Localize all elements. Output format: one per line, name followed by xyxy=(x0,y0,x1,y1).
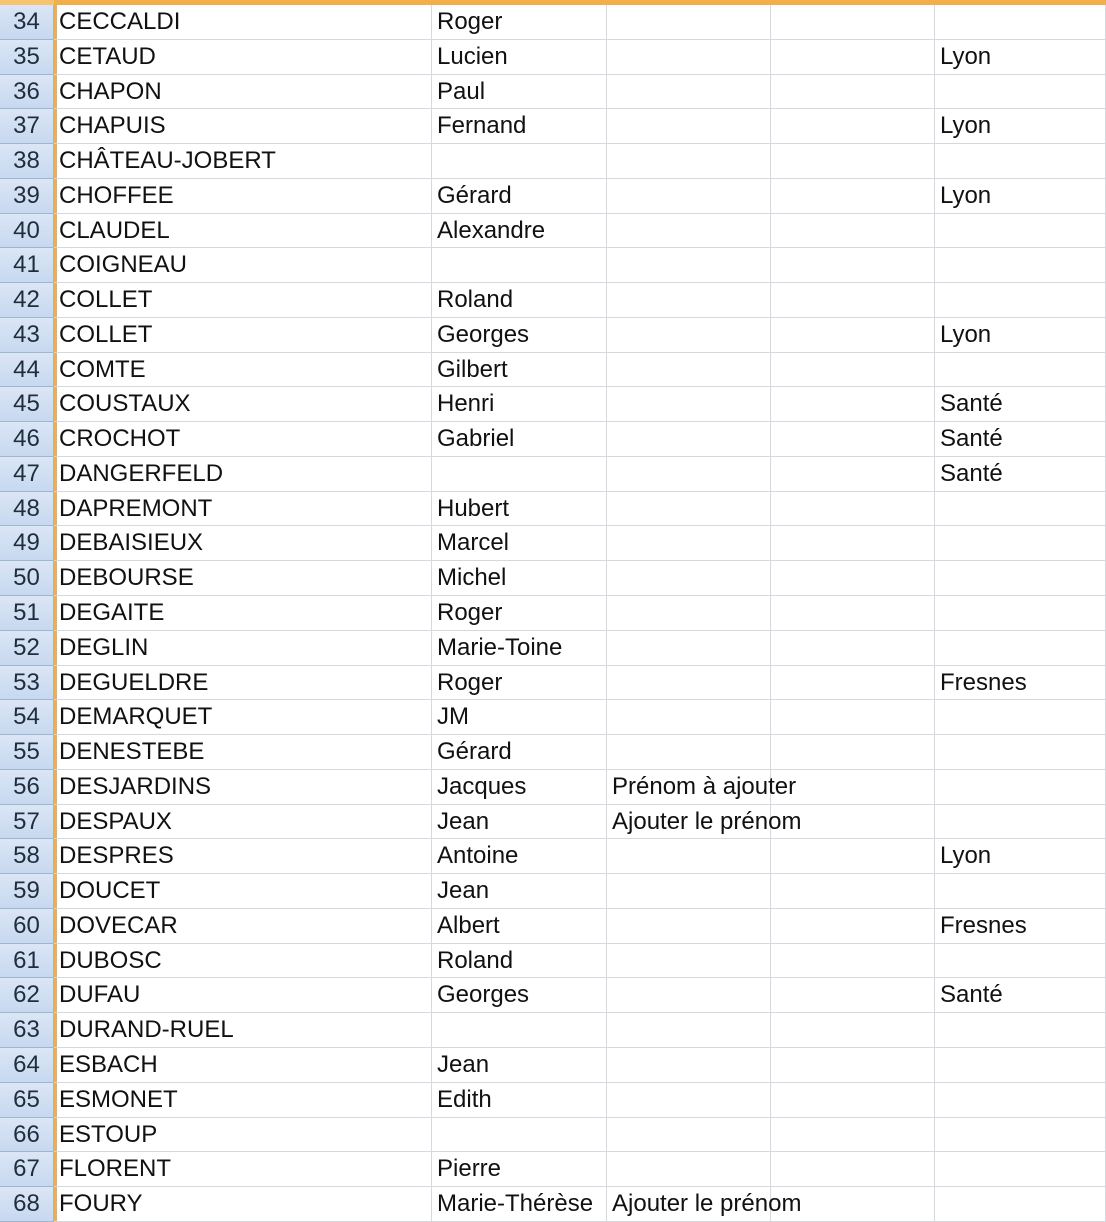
cell-empty[interactable] xyxy=(771,387,935,422)
cell-empty[interactable] xyxy=(771,1083,935,1118)
row-header[interactable]: 67 xyxy=(0,1152,54,1187)
cell-location[interactable] xyxy=(935,874,1106,909)
cell-location[interactable]: Lyon xyxy=(935,179,1106,214)
row-header[interactable]: 45 xyxy=(0,387,54,422)
cell-first-name[interactable]: Paul xyxy=(432,75,607,110)
cell-location[interactable] xyxy=(935,214,1106,249)
table-row xyxy=(0,805,1106,840)
cell-location[interactable] xyxy=(935,283,1106,318)
cell-surname[interactable]: DESJARDINS xyxy=(54,770,432,805)
cell-location[interactable]: Lyon xyxy=(935,40,1106,75)
table-row xyxy=(0,666,1106,701)
cell-note[interactable] xyxy=(607,631,771,666)
table-row xyxy=(0,40,1106,75)
cell-empty[interactable] xyxy=(771,422,935,457)
row-header[interactable]: 59 xyxy=(0,874,54,909)
cell-empty[interactable] xyxy=(771,909,935,944)
cell-first-name[interactable]: Pierre xyxy=(432,1152,607,1187)
table-row xyxy=(0,214,1106,249)
cell-note[interactable]: Ajouter le prénom xyxy=(607,1187,771,1222)
cell-first-name[interactable]: Roger xyxy=(432,596,607,631)
cell-surname[interactable]: DEGLIN xyxy=(54,631,432,666)
cell-empty[interactable] xyxy=(771,735,935,770)
cell-empty[interactable] xyxy=(771,700,935,735)
table-row xyxy=(0,422,1106,457)
table-row xyxy=(0,248,1106,283)
cell-first-name[interactable]: Alexandre xyxy=(432,214,607,249)
cell-note[interactable] xyxy=(607,978,771,1013)
cell-location[interactable]: Santé xyxy=(935,387,1106,422)
cell-first-name[interactable]: Lucien xyxy=(432,40,607,75)
row-header[interactable]: 50 xyxy=(0,561,54,596)
cell-surname[interactable]: DEBOURSE xyxy=(54,561,432,596)
table-row xyxy=(0,631,1106,666)
cell-surname[interactable]: DEGUELDRE xyxy=(54,666,432,701)
cell-surname[interactable]: DUFAU xyxy=(54,978,432,1013)
cell-first-name[interactable]: Georges xyxy=(432,978,607,1013)
cell-empty[interactable] xyxy=(771,5,935,40)
cell-surname[interactable]: CHÂTEAU-JOBERT xyxy=(54,144,432,179)
cell-surname[interactable]: FOURY xyxy=(54,1187,432,1222)
row-header[interactable]: 49 xyxy=(0,526,54,561)
cell-empty[interactable] xyxy=(771,75,935,110)
table-row xyxy=(0,526,1106,561)
cell-location[interactable] xyxy=(935,353,1106,388)
row-header[interactable]: 40 xyxy=(0,214,54,249)
row-header[interactable]: 66 xyxy=(0,1118,54,1153)
cell-first-name[interactable]: Albert xyxy=(432,909,607,944)
cell-note[interactable] xyxy=(607,318,771,353)
cell-note[interactable] xyxy=(607,874,771,909)
table-row xyxy=(0,978,1106,1013)
cell-empty[interactable] xyxy=(771,1152,935,1187)
table-row xyxy=(0,179,1106,214)
cell-note[interactable] xyxy=(607,353,771,388)
cell-first-name[interactable]: Gilbert xyxy=(432,353,607,388)
cell-first-name[interactable] xyxy=(432,144,607,179)
table-row xyxy=(0,596,1106,631)
table-row xyxy=(0,387,1106,422)
cell-empty[interactable] xyxy=(771,40,935,75)
cell-note[interactable] xyxy=(607,248,771,283)
cell-note[interactable] xyxy=(607,1048,771,1083)
table-row xyxy=(0,1152,1106,1187)
cell-first-name[interactable]: Roger xyxy=(432,666,607,701)
table-row xyxy=(0,5,1106,40)
row-header[interactable]: 55 xyxy=(0,735,54,770)
cell-location[interactable]: Santé xyxy=(935,457,1106,492)
cell-location[interactable] xyxy=(935,1083,1106,1118)
row-header[interactable]: 37 xyxy=(0,109,54,144)
cell-surname[interactable]: DOUCET xyxy=(54,874,432,909)
cell-note[interactable] xyxy=(607,909,771,944)
cell-empty[interactable] xyxy=(771,631,935,666)
row-header[interactable]: 42 xyxy=(0,283,54,318)
cell-first-name[interactable]: Roland xyxy=(432,283,607,318)
cell-location[interactable]: Fresnes xyxy=(935,666,1106,701)
cell-empty[interactable] xyxy=(771,318,935,353)
cell-location[interactable]: Lyon xyxy=(935,109,1106,144)
table-row xyxy=(0,839,1106,874)
cell-location[interactable] xyxy=(935,1152,1106,1187)
row-header[interactable]: 41 xyxy=(0,248,54,283)
row-header[interactable]: 38 xyxy=(0,144,54,179)
row-header[interactable]: 65 xyxy=(0,1083,54,1118)
cell-surname[interactable]: DEMARQUET xyxy=(54,700,432,735)
table-row xyxy=(0,1187,1106,1222)
cell-empty[interactable] xyxy=(771,666,935,701)
cell-note[interactable] xyxy=(607,179,771,214)
cell-note[interactable] xyxy=(607,596,771,631)
cell-first-name[interactable]: Georges xyxy=(432,318,607,353)
cell-surname[interactable]: CHAPUIS xyxy=(54,109,432,144)
cell-empty[interactable] xyxy=(771,561,935,596)
cell-first-name[interactable]: Marie-Toine xyxy=(432,631,607,666)
table-row xyxy=(0,735,1106,770)
cell-note[interactable]: Prénom à ajouter xyxy=(607,770,771,805)
cell-location[interactable] xyxy=(935,944,1106,979)
row-header[interactable]: 68 xyxy=(0,1187,54,1222)
cell-surname[interactable]: DESPAUX xyxy=(54,805,432,840)
cell-note[interactable] xyxy=(607,422,771,457)
row-header[interactable]: 61 xyxy=(0,944,54,979)
cell-empty[interactable] xyxy=(771,526,935,561)
cell-empty[interactable] xyxy=(771,179,935,214)
table-row xyxy=(0,318,1106,353)
cell-note[interactable] xyxy=(607,1083,771,1118)
cell-note[interactable] xyxy=(607,144,771,179)
cell-note[interactable] xyxy=(607,387,771,422)
row-header[interactable]: 64 xyxy=(0,1048,54,1083)
row-header[interactable]: 57 xyxy=(0,805,54,840)
row-header[interactable]: 47 xyxy=(0,457,54,492)
row-header[interactable]: 54 xyxy=(0,700,54,735)
row-header[interactable]: 60 xyxy=(0,909,54,944)
cell-note[interactable] xyxy=(607,1013,771,1048)
cell-surname[interactable]: CLAUDEL xyxy=(54,214,432,249)
cell-first-name[interactable]: Fernand xyxy=(432,109,607,144)
cell-note[interactable] xyxy=(607,457,771,492)
cell-surname[interactable]: DEGAITE xyxy=(54,596,432,631)
row-header[interactable]: 51 xyxy=(0,596,54,631)
row-header[interactable]: 44 xyxy=(0,353,54,388)
cell-surname[interactable]: CROCHOT xyxy=(54,422,432,457)
cell-location[interactable]: Lyon xyxy=(935,318,1106,353)
cell-location[interactable] xyxy=(935,1013,1106,1048)
cell-note[interactable] xyxy=(607,839,771,874)
cell-note[interactable] xyxy=(607,214,771,249)
table-row xyxy=(0,283,1106,318)
cell-first-name[interactable]: Marcel xyxy=(432,526,607,561)
cell-note[interactable] xyxy=(607,1118,771,1153)
cell-first-name[interactable] xyxy=(432,1118,607,1153)
cell-location[interactable] xyxy=(935,596,1106,631)
cell-location[interactable] xyxy=(935,492,1106,527)
row-header[interactable]: 43 xyxy=(0,318,54,353)
cell-empty[interactable] xyxy=(771,457,935,492)
cell-first-name[interactable] xyxy=(432,1013,607,1048)
table-row xyxy=(0,700,1106,735)
table-row xyxy=(0,944,1106,979)
cell-empty[interactable] xyxy=(771,944,935,979)
cell-empty[interactable] xyxy=(771,1118,935,1153)
cell-surname[interactable]: FLORENT xyxy=(54,1152,432,1187)
cell-note[interactable]: Ajouter le prénom xyxy=(607,805,771,840)
cell-empty[interactable] xyxy=(771,214,935,249)
cell-first-name[interactable]: Jean xyxy=(432,1048,607,1083)
cell-surname[interactable]: DESPRES xyxy=(54,839,432,874)
cell-first-name[interactable]: Gérard xyxy=(432,179,607,214)
cell-note[interactable] xyxy=(607,526,771,561)
cell-location[interactable] xyxy=(935,561,1106,596)
cell-first-name[interactable]: Edith xyxy=(432,1083,607,1118)
cell-surname[interactable]: DOVECAR xyxy=(54,909,432,944)
row-header[interactable]: 34 xyxy=(0,5,54,40)
cell-empty[interactable] xyxy=(771,109,935,144)
cell-empty[interactable] xyxy=(771,353,935,388)
cell-first-name[interactable]: Michel xyxy=(432,561,607,596)
cell-location[interactable] xyxy=(935,144,1106,179)
table-row xyxy=(0,144,1106,179)
table-row xyxy=(0,353,1106,388)
cell-first-name[interactable]: Henri xyxy=(432,387,607,422)
cell-location[interactable] xyxy=(935,75,1106,110)
cell-surname[interactable]: COLLET xyxy=(54,318,432,353)
cell-location[interactable] xyxy=(935,700,1106,735)
cell-location[interactable]: Santé xyxy=(935,978,1106,1013)
table-row xyxy=(0,909,1106,944)
cell-location[interactable] xyxy=(935,1048,1106,1083)
cell-empty[interactable] xyxy=(771,839,935,874)
cell-first-name[interactable] xyxy=(432,248,607,283)
row-header[interactable]: 36 xyxy=(0,75,54,110)
cell-empty[interactable] xyxy=(771,874,935,909)
table-row xyxy=(0,457,1106,492)
cell-location[interactable]: Santé xyxy=(935,422,1106,457)
cell-location[interactable] xyxy=(935,631,1106,666)
cell-empty[interactable] xyxy=(771,248,935,283)
row-header[interactable]: 53 xyxy=(0,666,54,701)
table-row xyxy=(0,770,1106,805)
row-header[interactable]: 56 xyxy=(0,770,54,805)
cell-first-name[interactable] xyxy=(432,457,607,492)
cell-note[interactable] xyxy=(607,75,771,110)
table-row xyxy=(0,1013,1106,1048)
cell-first-name[interactable]: Marie-Thérèse xyxy=(432,1187,607,1222)
cell-note[interactable] xyxy=(607,700,771,735)
cell-location[interactable]: Lyon xyxy=(935,839,1106,874)
cell-note[interactable] xyxy=(607,283,771,318)
cell-first-name[interactable]: Antoine xyxy=(432,839,607,874)
cell-location[interactable] xyxy=(935,5,1106,40)
table-row xyxy=(0,1118,1106,1153)
cell-note[interactable] xyxy=(607,666,771,701)
cell-surname[interactable]: COLLET xyxy=(54,283,432,318)
cell-first-name[interactable]: Jean xyxy=(432,874,607,909)
row-header[interactable]: 58 xyxy=(0,839,54,874)
row-header[interactable]: 63 xyxy=(0,1013,54,1048)
cell-empty[interactable] xyxy=(771,1013,935,1048)
cell-surname[interactable]: COMTE xyxy=(54,353,432,388)
cell-location[interactable] xyxy=(935,805,1106,840)
cell-surname[interactable]: DAPREMONT xyxy=(54,492,432,527)
cell-grid xyxy=(0,5,1106,1222)
row-header[interactable]: 48 xyxy=(0,492,54,527)
cell-note[interactable] xyxy=(607,5,771,40)
cell-surname[interactable]: DANGERFELD xyxy=(54,457,432,492)
cell-location[interactable]: Fresnes xyxy=(935,909,1106,944)
cell-note[interactable] xyxy=(607,492,771,527)
cell-empty[interactable] xyxy=(771,144,935,179)
cell-location[interactable] xyxy=(935,735,1106,770)
table-row xyxy=(0,561,1106,596)
table-row xyxy=(0,874,1106,909)
cell-surname[interactable]: CETAUD xyxy=(54,40,432,75)
cell-empty[interactable] xyxy=(771,492,935,527)
cell-first-name[interactable]: JM xyxy=(432,700,607,735)
cell-note[interactable] xyxy=(607,735,771,770)
row-header[interactable]: 62 xyxy=(0,978,54,1013)
cell-location[interactable] xyxy=(935,526,1106,561)
cell-first-name[interactable]: Gérard xyxy=(432,735,607,770)
cell-first-name[interactable]: Jean xyxy=(432,805,607,840)
cell-location[interactable] xyxy=(935,770,1106,805)
cell-empty[interactable] xyxy=(771,978,935,1013)
table-row xyxy=(0,75,1106,110)
cell-surname[interactable]: COUSTAUX xyxy=(54,387,432,422)
cell-location[interactable] xyxy=(935,248,1106,283)
cell-surname[interactable]: CHAPON xyxy=(54,75,432,110)
table-row xyxy=(0,1048,1106,1083)
cell-surname[interactable]: CHOFFEE xyxy=(54,179,432,214)
cell-surname[interactable]: ESMONET xyxy=(54,1083,432,1118)
cell-first-name[interactable]: Jacques xyxy=(432,770,607,805)
cell-surname[interactable]: DEBAISIEUX xyxy=(54,526,432,561)
cell-note[interactable] xyxy=(607,109,771,144)
row-header[interactable]: 52 xyxy=(0,631,54,666)
cell-first-name[interactable]: Roger xyxy=(432,5,607,40)
row-header[interactable]: 39 xyxy=(0,179,54,214)
cell-surname[interactable]: ESBACH xyxy=(54,1048,432,1083)
cell-empty[interactable] xyxy=(771,596,935,631)
cell-empty[interactable] xyxy=(771,1048,935,1083)
cell-empty[interactable] xyxy=(771,283,935,318)
row-header[interactable]: 46 xyxy=(0,422,54,457)
cell-surname[interactable]: DUBOSC xyxy=(54,944,432,979)
table-row xyxy=(0,1083,1106,1118)
cell-note[interactable] xyxy=(607,1152,771,1187)
cell-first-name[interactable]: Hubert xyxy=(432,492,607,527)
table-row xyxy=(0,109,1106,144)
cell-first-name[interactable]: Roland xyxy=(432,944,607,979)
cell-location[interactable] xyxy=(935,1118,1106,1153)
cell-surname[interactable]: COIGNEAU xyxy=(54,248,432,283)
cell-note[interactable] xyxy=(607,944,771,979)
cell-location[interactable] xyxy=(935,1187,1106,1222)
row-header[interactable]: 35 xyxy=(0,40,54,75)
cell-note[interactable] xyxy=(607,40,771,75)
cell-surname[interactable]: DURAND-RUEL xyxy=(54,1013,432,1048)
cell-note[interactable] xyxy=(607,561,771,596)
cell-surname[interactable]: CECCALDI xyxy=(54,5,432,40)
cell-first-name[interactable]: Gabriel xyxy=(432,422,607,457)
cell-surname[interactable]: ESTOUP xyxy=(54,1118,432,1153)
table-row xyxy=(0,492,1106,527)
cell-surname[interactable]: DENESTEBE xyxy=(54,735,432,770)
